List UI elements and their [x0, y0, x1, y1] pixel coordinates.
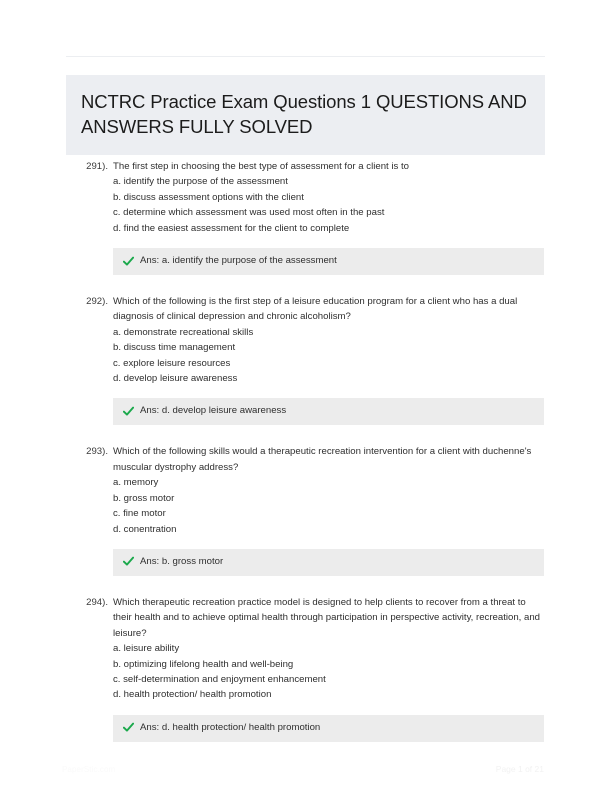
answer-text: Ans: a. identify the purpose of the assessment [140, 255, 337, 267]
option-c[interactable]: c. explore leisure resources [113, 357, 231, 369]
option-list [113, 641, 544, 703]
option-d[interactable]: d. find the easiest assessment for the client to complete [113, 222, 350, 234]
option-d[interactable]: d. develop leisure awareness [113, 373, 238, 385]
option-c[interactable]: c. fine motor [113, 508, 166, 520]
document-title-banner [66, 75, 545, 155]
page-number-label: Page 1 of 21 [495, 764, 544, 774]
question-body [113, 444, 544, 536]
question-number: 291). [86, 161, 108, 172]
question-stem: The first step in choosing the best type of assessment for a client is to [113, 161, 409, 172]
question-stem: Which of the following is the first step of a leisure education program for a client who has a dual diagnosis of clinical depression and chronic alcoholism? [113, 296, 518, 323]
question-block [0, 595, 606, 742]
option-list [113, 325, 544, 387]
option-list [113, 475, 544, 537]
questions-list [0, 159, 606, 761]
option-c[interactable]: c. self-determination and enjoyment enhancement [113, 673, 326, 685]
question-body [113, 159, 544, 236]
question-number: 293). [86, 446, 108, 458]
option-b[interactable]: b. discuss time management [113, 342, 236, 354]
option-d[interactable]: d. conentration [113, 523, 177, 535]
question-stem: Which therapeutic recreation practice model is designed to help clients to recover from a threat to their health and to achieve optimal health through participation in perspective activity, recreation, and leisure? [113, 596, 540, 639]
page-footer [0, 764, 606, 774]
question-number: 292). [86, 296, 108, 308]
question-number: 294). [86, 596, 108, 608]
check-icon [123, 722, 134, 733]
check-icon [123, 406, 134, 417]
option-a[interactable]: a. leisure ability [113, 643, 180, 655]
answer-bar [113, 248, 544, 275]
header-divider [66, 56, 545, 57]
option-b[interactable]: b. optimizing lifelong health and well-being [113, 658, 294, 670]
check-icon [123, 256, 134, 267]
option-b[interactable]: b. gross motor [113, 492, 175, 504]
option-d[interactable]: d. health protection/ health promotion [113, 689, 272, 701]
answer-bar [113, 549, 544, 576]
question-block [0, 294, 606, 425]
page-title: NCTRC Practice Exam Questions 1 QUESTIONS AND ANSWERS FULLY SOLVED [81, 91, 527, 137]
question-block [0, 444, 606, 575]
option-a[interactable]: a. identify the purpose of the assessment [113, 176, 288, 188]
site-watermark: PaperStic.com [62, 765, 116, 774]
option-b[interactable]: b. discuss assessment options with the client [113, 191, 304, 203]
check-icon [123, 556, 134, 567]
answer-text: Ans: b. gross motor [140, 555, 224, 567]
answer-text: Ans: d. health protection/ health promotion [140, 721, 321, 733]
option-list [113, 174, 544, 236]
option-a[interactable]: a. memory [113, 477, 159, 489]
answer-text: Ans: d. develop leisure awareness [140, 405, 287, 417]
answer-bar [113, 715, 544, 742]
question-block [0, 159, 606, 275]
answer-bar [113, 398, 544, 425]
question-stem: Which of the following skills would a therapeutic recreation intervention for a client with duchenne's muscular dystrophy address? [113, 446, 532, 473]
question-body [113, 595, 544, 703]
question-body [113, 294, 544, 386]
option-c[interactable]: c. determine which assessment was used most often in the past [113, 207, 385, 219]
option-a[interactable]: a. demonstrate recreational skills [113, 326, 254, 338]
